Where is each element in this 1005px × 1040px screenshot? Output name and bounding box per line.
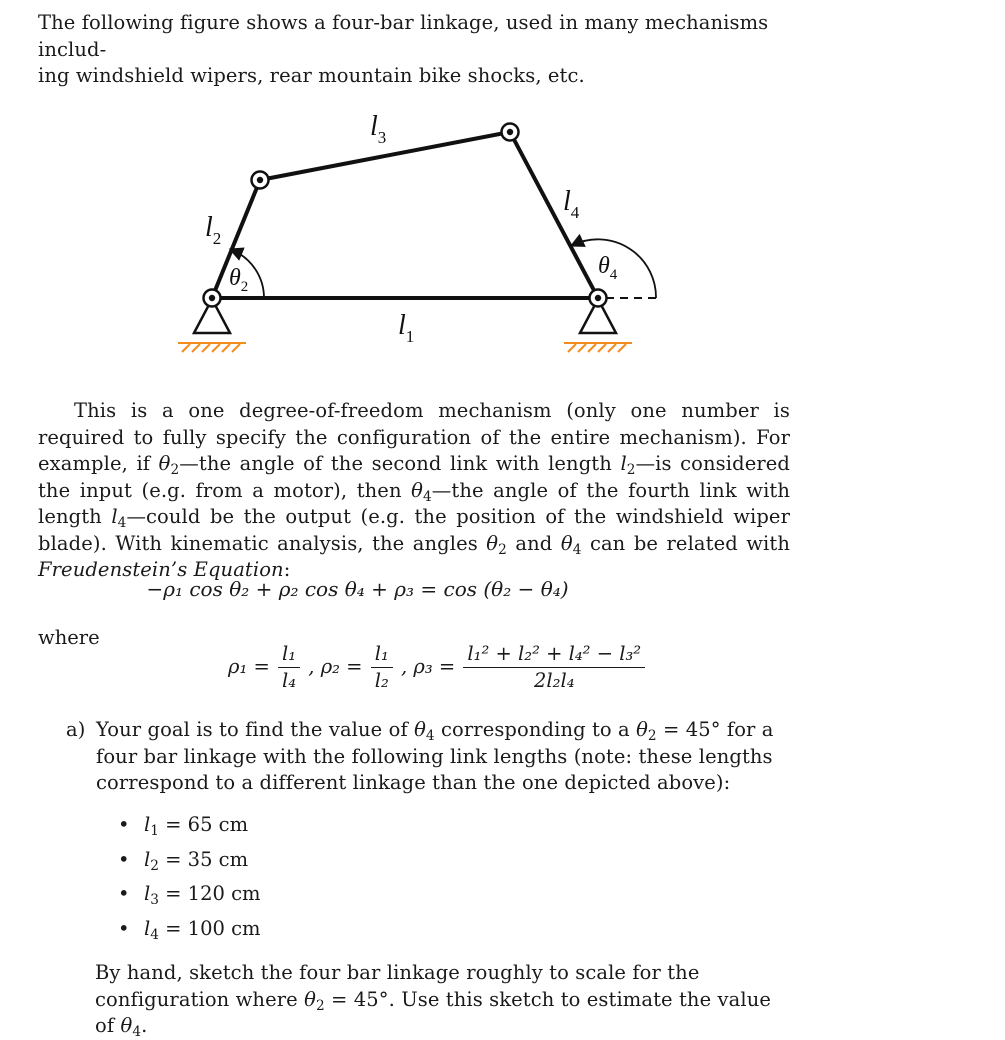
- joint-c: [502, 124, 519, 141]
- label-l2: $l_2$: [205, 212, 222, 248]
- list-item: • $l_1 = 65$ cm: [118, 813, 249, 839]
- ground-left: [178, 343, 246, 352]
- rho2-fraction: $\frac{\text{l₁}}{\text{l₂}}$: [371, 643, 393, 692]
- label-l4: $l_4$: [563, 186, 580, 222]
- label-l1: $l_1$: [398, 310, 415, 346]
- list-item: • $l_3 = 120$ cm: [118, 882, 261, 908]
- part-a-text: Your goal is to find the value of $\theta_4$ corresponding to a $\theta_2 = 45^\circ$ for a four bar linkage with the following link lengths (note: these lengths correspond to a different linkage than the one depicted above):: [96, 718, 774, 794]
- four-bar-linkage-figure: [160, 100, 680, 370]
- label-theta4: $\theta_4$: [598, 253, 618, 283]
- intro-line-1: The following figure shows a four-bar linkage, used in many mechanisms includ-: [38, 11, 769, 61]
- description-paragraph: This is a one degree-of-freedom mechanism (only one number is required to fully specify the configuration of the entire mechanism). For example, if $\theta_2—the$ angle of the second link with length $l_2—is$ considered the input (e.g. from a motor), then $\theta_4—the$ angle of the fourth link with length $l_4—could$ be the output (e.g. the position of the windshield wiper blade). With kinematic analysis, the angles $\theta_2$ and $\theta_4$ can be related with Freudenstein’s Equation:: [38, 399, 791, 581]
- rho3-fraction: $\frac{\text{l₁² + l₂² + l₄² − l₃²}}{\text{2l₂l₄}}$: [463, 643, 645, 692]
- link-length-list: [118, 812, 261, 950]
- label-l3: $l_3$: [370, 111, 387, 147]
- part-a: [66, 717, 796, 797]
- part-a-label: a): [66, 718, 86, 741]
- rho1-fraction: $\frac{\text{l₁}}{\text{l₄}}$: [278, 643, 300, 692]
- final-instruction: By hand, sketch the four bar linkage roughly to scale for the configuration where $\theta_2 = 45^\circ$. Use this sketch to estimate the value of $\theta_4$.: [95, 961, 772, 1040]
- link-l4: [510, 132, 598, 298]
- list-item: • $l_2 = 35$ cm: [118, 847, 249, 874]
- ground-right: [564, 343, 632, 352]
- where-label: where: [38, 626, 100, 649]
- joint-b: [252, 172, 269, 189]
- equation-name: Freudenstein’s Equation: [38, 558, 284, 581]
- joint-d: [590, 290, 607, 307]
- list-item: • $l_4 = 100$ cm: [118, 916, 261, 943]
- rho-definitions: ρ₁ = $\frac{\text{l₁}}{\text{l₄}}$ , ρ₂ = $\frac{\text{l₁}}{\text{l₂}}$ , ρ₃ = $\frac{\text{l₁² + l₂² + l₄² − l₃²}}{\text{2l₂l₄}}$: [228, 643, 647, 703]
- joint-a: [204, 290, 221, 307]
- intro-line-2: ing windshield wipers, rear mountain bike shocks, etc.: [38, 64, 585, 87]
- label-theta2: $\theta_2$: [229, 265, 249, 295]
- freudenstein-equation: −ρ₁ cos θ₂ + ρ₂ cos θ₄ + ρ₃ = cos (θ₂ − θ₄): [146, 577, 569, 601]
- intro-paragraph: [38, 10, 798, 90]
